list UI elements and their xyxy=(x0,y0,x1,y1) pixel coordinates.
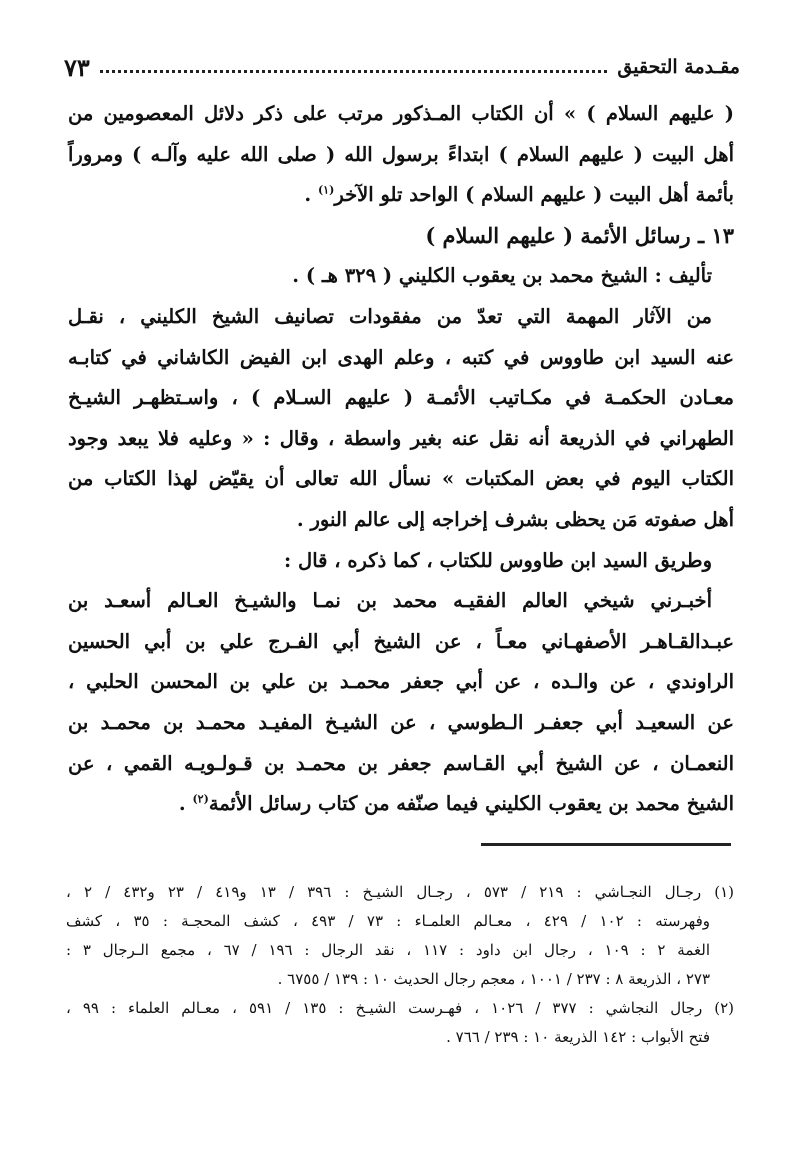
header-title: مقـدمة التحقيق xyxy=(617,56,740,78)
text-line: الطهراني في الذريعة أنه نقل عنه بغير واسطة ، وقال : « وعليه فلا يبعد وجود xyxy=(68,426,734,450)
text-line xyxy=(68,175,734,216)
footnote-line: فتح الأبواب : ١٤٢ الذريعة ١٠ : ٢٣٩ / ٧٦٦ . xyxy=(446,1028,710,1046)
footnote-ref-2: (٢) xyxy=(192,792,209,806)
running-header xyxy=(64,50,740,84)
text-line: الراوندي ، عن والـده ، عن أبي جعفر محمـد بن علي بن المحسن الحلبي ، xyxy=(68,670,734,694)
text-line: معـادن الحكمـة في مكـاتيب الأئمـة ( عليهم السـلام ) ، واسـتظهـر الشيـخ xyxy=(68,386,734,410)
text-line xyxy=(68,784,734,825)
section-heading: ١٣ ـ رسائل الأئمة ( عليهم السلام ) xyxy=(425,222,734,248)
text-line-content: بأئمة أهل البيت ( عليهم السلام ) الواحد تلو الآخر xyxy=(334,183,734,207)
text-line: عبـدالقـاهـر الأصفهـاني معـاً ، عن الشيخ أبي الفـرج علي بن أبي الحسين xyxy=(68,629,734,653)
footnotes xyxy=(66,878,734,1052)
text-line: وطريق السيد ابن طاووس للكتاب ، كما ذكره ، قال : xyxy=(284,548,712,572)
text-line: أهل صفوته مَن يحظى بشرف إخراجه إلى عالم النور . xyxy=(296,507,734,531)
text-line: من الآثار المهمة التي تعدّ من مفقودات تصانيف الشيخ الكليني ، نقـل xyxy=(68,304,712,328)
footnote-line: ٢٧٣ ، الذريعة ٨ : ٢٣٧ / ١٠٠١ ، معجم رجال الحديث ١٠ : ١٣٩ / ٦٧٥٥ . xyxy=(277,970,710,988)
text-line-content: الشيخ محمد بن يعقوب الكليني فيما صنّفه من كتاب رسائل الأئمة xyxy=(208,792,734,816)
text-line: ( عليهم السلام ) » أن الكتاب المـذكور مرتب على ذكر دلائل المعصومين من xyxy=(68,102,734,125)
text-line: تأليف : الشيخ محمد بن يعقوب الكليني ( ٣٢٩ هـ ) . xyxy=(292,264,712,288)
footnote-line: وفهرسته : ١٠٢ / ٤٢٩ ، معـالم العلمـاء : ٧٣ / ٤٩٣ ، كشف المحجـة : ٣٥ ، كشف xyxy=(66,912,710,930)
footnote-line: (٢) رجال النجاشي : ٣٧٧ / ١٠٢٦ ، فهـرست الشيـخ : ١٣٥ / ٥٩١ ، معـالم العلماء : ٩٩ ، xyxy=(66,999,735,1017)
header-dotted-leader xyxy=(100,58,608,73)
footnote-ref-1: (١) xyxy=(317,183,335,197)
main-text xyxy=(68,94,734,825)
text-line: عنه السيد ابن طاووس في كتبه ، وعلم الهدى ابن الفيض الكاشاني في كتابـه xyxy=(68,345,734,369)
text-line-end: . xyxy=(304,183,318,207)
footnote-line: الغمة ٢ : ١٠٩ ، رجال ابن داود : ١١٧ ، نقد الرجال : ١٩٦ / ٦٧ ، مجمع الـرجال ٣ : xyxy=(66,941,710,959)
text-line: عن السعيـد أبي جعفـر الـطوسي ، عن الشيـخ المفيـد محمـد بن محمـد بن xyxy=(68,710,734,734)
text-line-end: . xyxy=(178,792,193,816)
text-line: النعمـان ، عن الشيخ أبي القـاسم جعفر بن محمـد بن قـولـويـه القمي ، عن xyxy=(68,751,734,775)
text-line: الكتاب اليوم في بعض المكتبات » نسأل الله تعالى أن يقيّض لهذا الكتاب من xyxy=(68,467,734,491)
footnote-line: (١) رجـال النجـاشي : ٢١٩ / ٥٧٣ ، رجـال الشيـخ : ٣٩٦ / ١٣ و٤١٩ / ٢٣ و٤٣٢ / ٢ ، xyxy=(66,883,735,901)
text-line: أخبـرني شيخي العالم الفقيـه محمد بن نمـا والشيـخ العـالم أسعـد بن xyxy=(68,589,712,613)
text-line: أهل البيت ( عليهم السلام ) ابتداءً برسول الله ( صلى الله عليه وآلـه ) ومروراً xyxy=(68,142,734,166)
footnote-separator xyxy=(481,843,731,846)
page-number: ٧٣ xyxy=(64,52,90,82)
